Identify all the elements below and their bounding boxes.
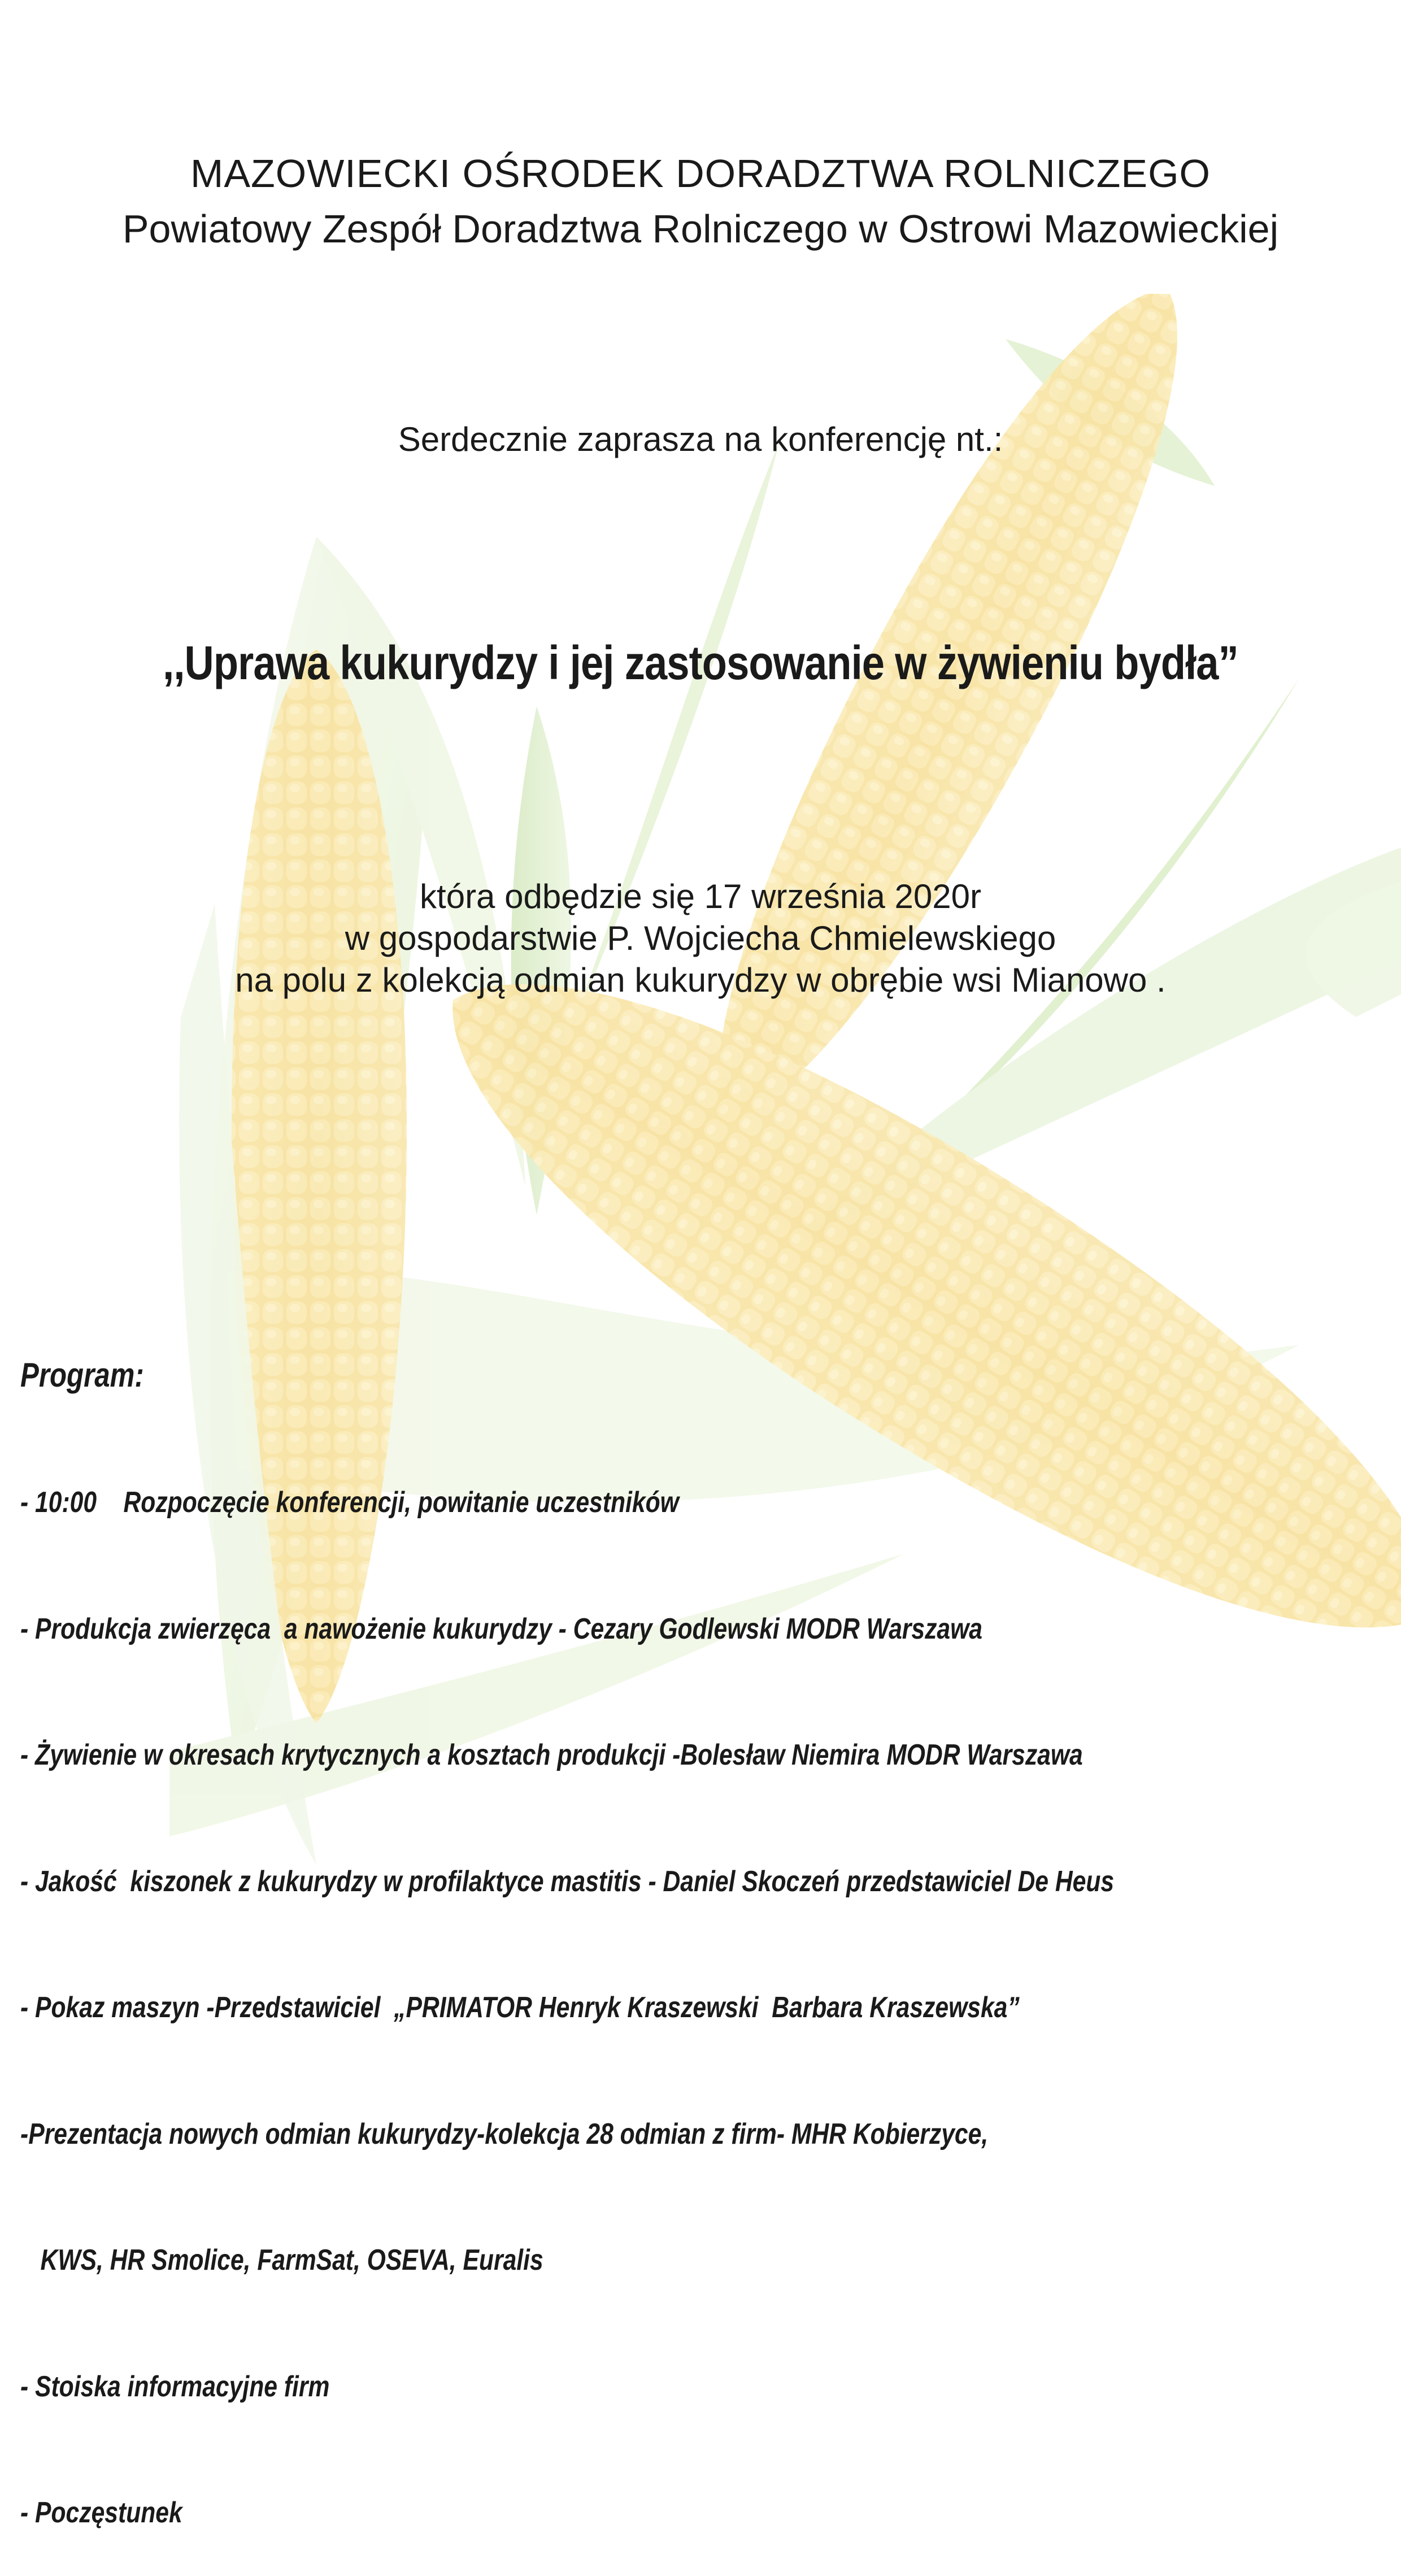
- program-item: - Jakość kiszonek z kukurydzy w profilaktyce mastitis - Daniel Skoczeń przedstawiciel De Heus: [20, 1865, 1115, 1898]
- program-item: KWS, HR Smolice, FarmSat, OSEVA, Euralis: [20, 2244, 543, 2277]
- event-venue-line: w gospodarstwie P. Wojciecha Chmielewskiego: [345, 919, 1056, 957]
- program-heading: Program:: [20, 1356, 144, 1394]
- program-item: -Prezentacja nowych odmian kukurydzy-kolekcja 28 odmian z firm- MHR Kobierzyce,: [20, 2117, 989, 2151]
- event-details: [0, 876, 1401, 1001]
- program-item: - Produkcja zwierzęca a nawożenie kukurydzy - Cezary Godlewski MODR Warszawa: [20, 1612, 983, 1645]
- program-item: - Stoiska informacyjne firm: [20, 2370, 330, 2403]
- program-item: - Żywienie w okresach krytycznych a kosztach produkcji -Bolesław Niemira MODR Warszawa: [20, 1739, 1083, 1771]
- event-title: ,,Uprawa kukurydzy i jej zastosowanie w żywieniu bydła”: [163, 636, 1238, 689]
- event-date-line: która odbędzie się 17 września 2020r: [420, 878, 981, 915]
- organization-unit: Powiatowy Zespół Doradztwa Rolniczego w Ostrowi Mazowieckiej: [122, 207, 1279, 251]
- program-section: [20, 1271, 1115, 2576]
- program-item: - 10:00 Rozpoczęcie konferencji, powitanie uczestników: [20, 1486, 679, 1519]
- event-location-line: na polu z kolekcją odmian kukurydzy w obrębie wsi Mianowo .: [235, 961, 1166, 999]
- organization-name: MAZOWIECKI OŚRODEK DORADZTWA ROLNICZEGO: [190, 151, 1211, 196]
- invitation-text: Serdecznie zaprasza na konferencję nt.:: [398, 420, 1003, 458]
- program-item: - Poczęstunek: [20, 2496, 182, 2529]
- program-item: - Pokaz maszyn -Przedstawiciel „PRIMATOR Henryk Kraszewski Barbara Kraszewska”: [20, 1991, 1020, 2024]
